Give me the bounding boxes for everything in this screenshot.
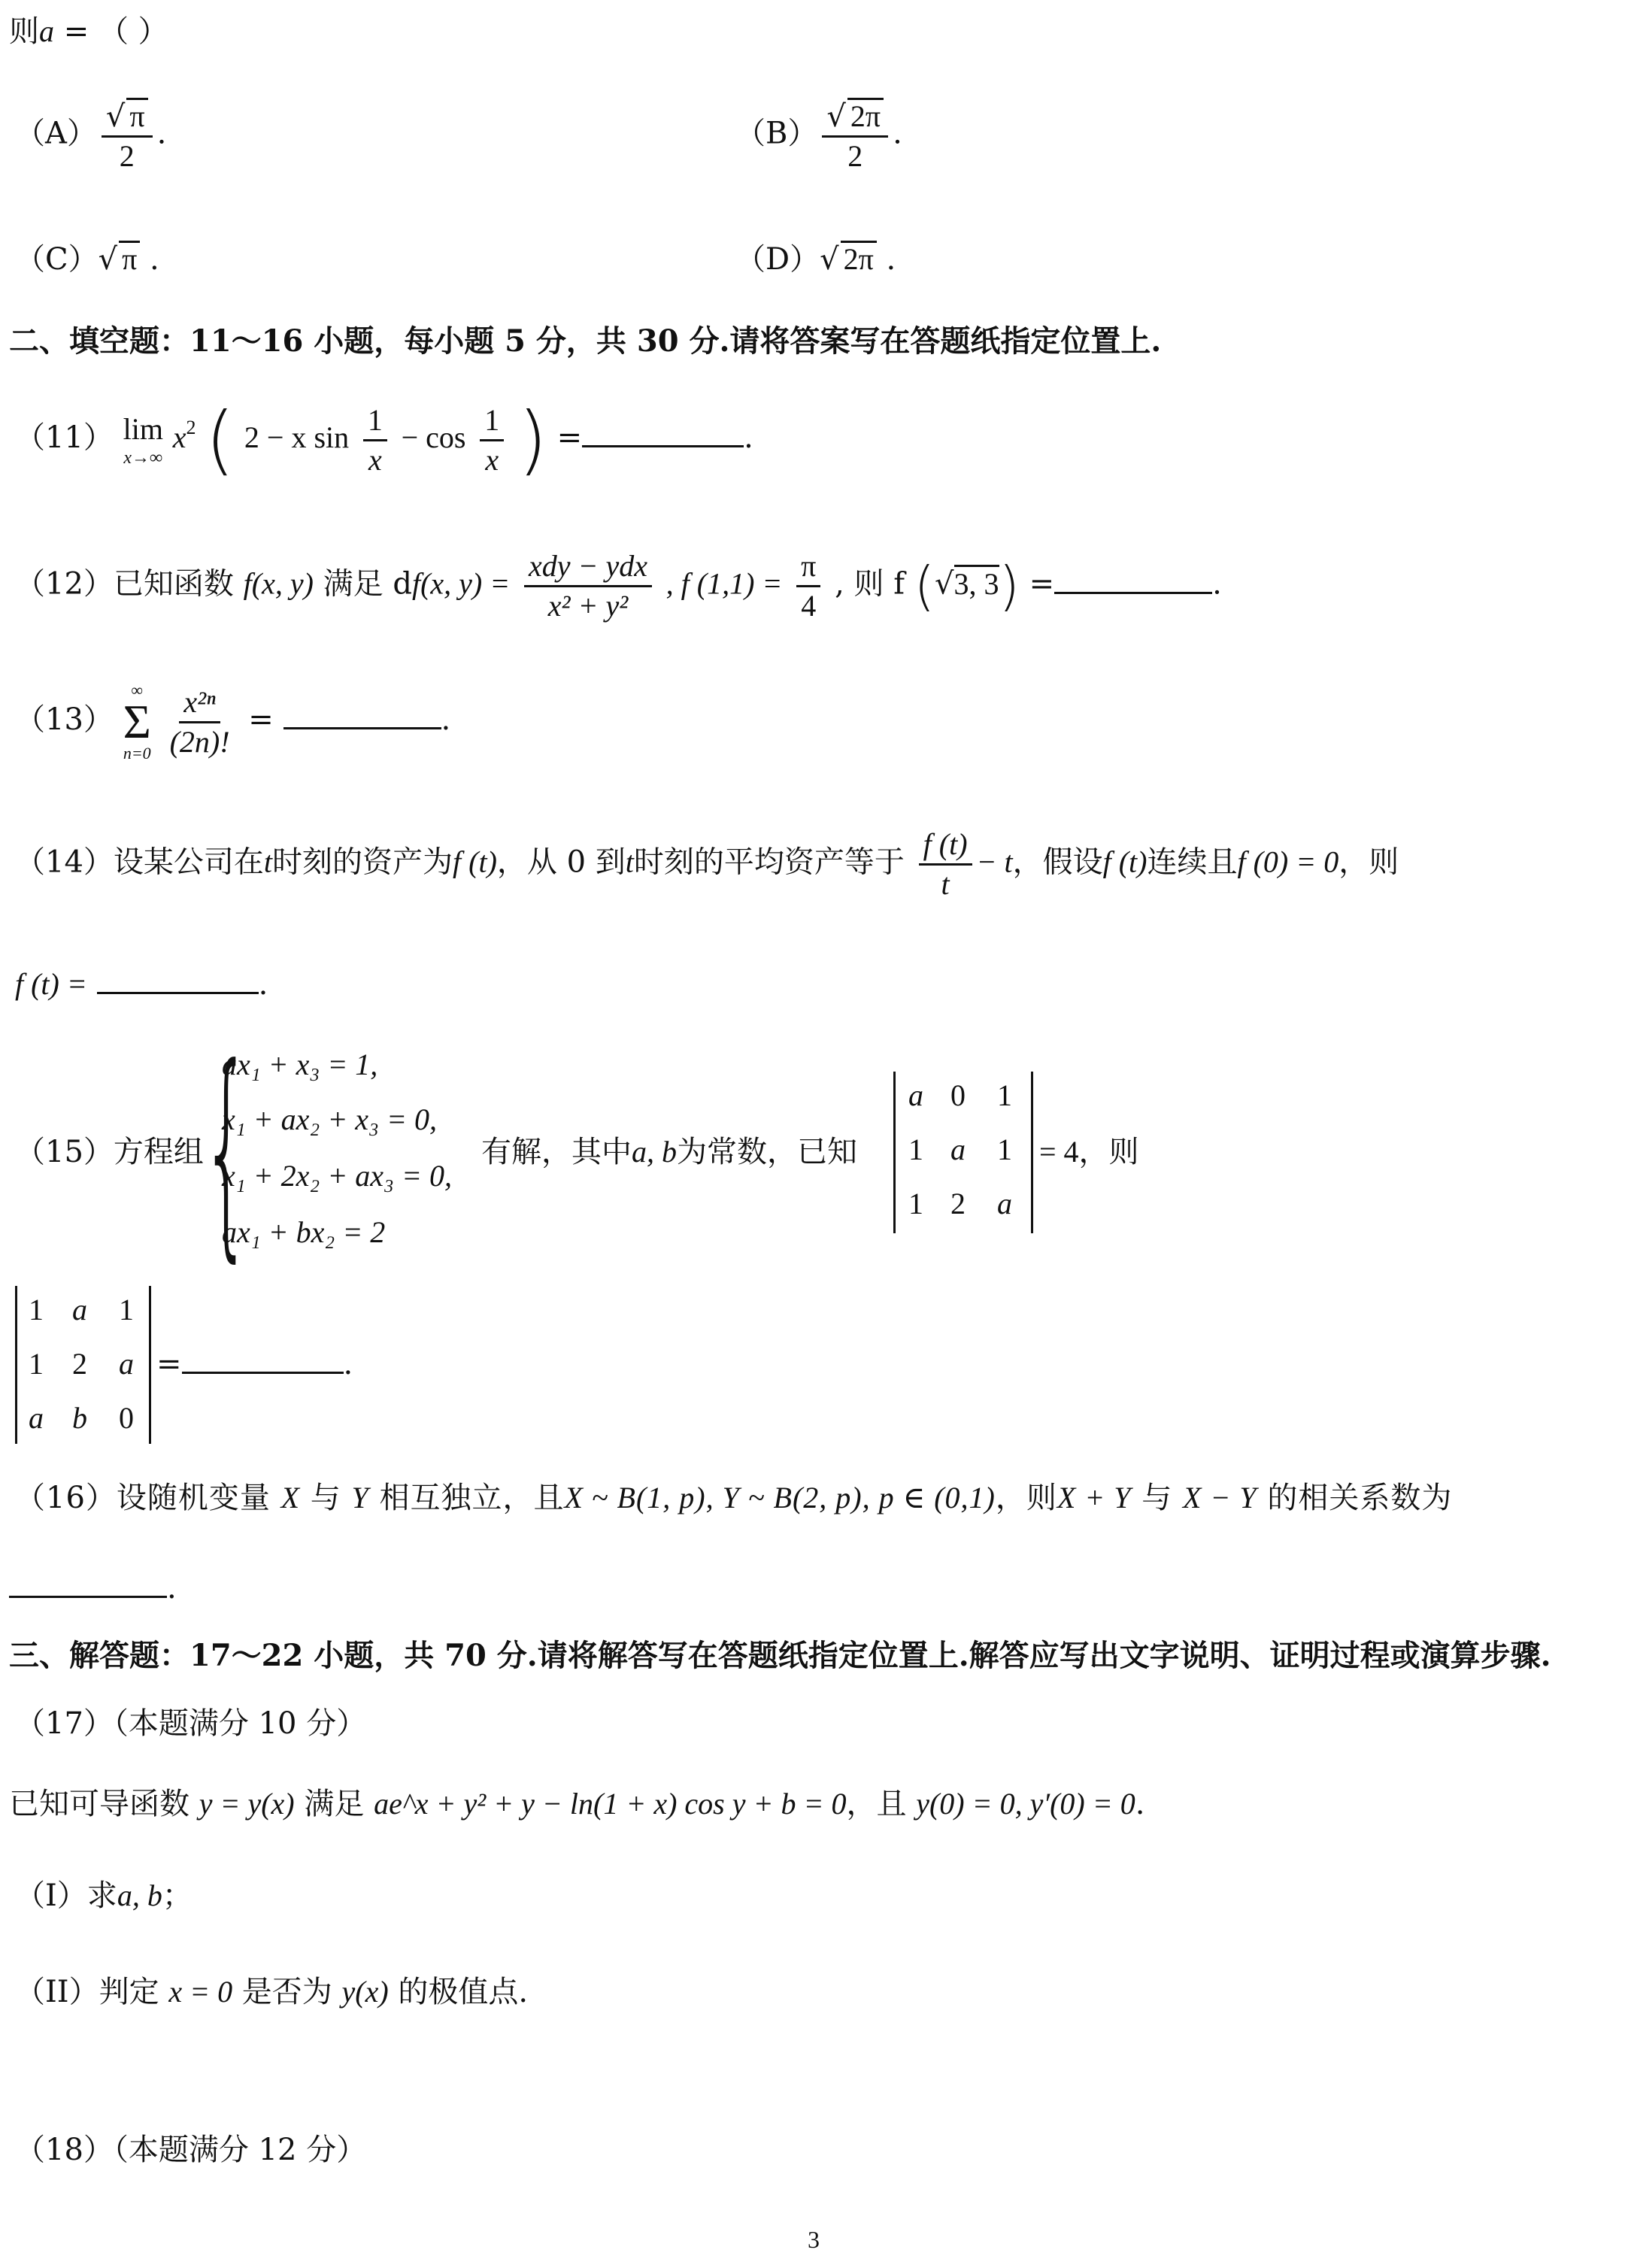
punct: . bbox=[441, 702, 451, 738]
det-cell: 0 bbox=[950, 1078, 966, 1112]
question-label: （13） bbox=[15, 702, 114, 738]
summation bbox=[123, 681, 151, 763]
option-c: （C）√ π . bbox=[15, 242, 159, 277]
left-brace: { bbox=[202, 1019, 252, 1281]
text: , 则 f bbox=[835, 566, 905, 602]
option-b bbox=[735, 98, 902, 174]
var-a: a bbox=[39, 14, 54, 48]
text: 是否为 bbox=[241, 1975, 332, 2009]
det-cell: a bbox=[72, 1293, 87, 1327]
text: 相互独立，且 bbox=[379, 1481, 565, 1515]
det-cell: a bbox=[908, 1078, 923, 1112]
question-10-tail bbox=[9, 14, 168, 50]
equals: = bbox=[556, 420, 583, 455]
question-11 bbox=[15, 396, 753, 484]
punct: . bbox=[140, 242, 159, 277]
det-cell: 1 bbox=[997, 1078, 1012, 1112]
limit bbox=[123, 411, 163, 469]
answer-blank bbox=[582, 444, 744, 447]
lim-sub: x→∞ bbox=[123, 447, 163, 468]
part-label: （II）判定 bbox=[15, 1975, 159, 2009]
option-label: （C） bbox=[15, 242, 99, 277]
question-12: （12）已知函数 f(x, y) 满足 df(x, y) = $\frac{\text{xdy − ydx}}{\text{x² + y²}}$ , f (1,1) = $\frac{\pi}{4}$ , 则 f (√3, 3) = . bbox=[15, 549, 1222, 623]
var: Y bbox=[351, 1481, 369, 1515]
var: X bbox=[280, 1481, 301, 1515]
numerator: π bbox=[796, 549, 820, 587]
text: 为常数，已知 bbox=[677, 1135, 857, 1169]
det-cell: 1 bbox=[908, 1132, 923, 1166]
answer-blank bbox=[1054, 590, 1212, 594]
lim: lim bbox=[123, 411, 163, 446]
punct: . bbox=[156, 116, 167, 151]
option-label: （A） bbox=[15, 116, 97, 151]
right-paren: ) bbox=[517, 396, 547, 484]
text: 已知可导函数 bbox=[9, 1787, 189, 1821]
question-13 bbox=[15, 681, 450, 763]
var: x bbox=[172, 420, 186, 454]
denominator: x² + y² bbox=[547, 589, 629, 623]
question-17-part-2 bbox=[15, 1974, 528, 2010]
text: ，则 bbox=[995, 1481, 1057, 1515]
condition: y(0) = 0, y′(0) = 0 bbox=[916, 1787, 1135, 1821]
text: 则 bbox=[9, 14, 39, 49]
fraction bbox=[524, 549, 652, 623]
denominator: x bbox=[485, 442, 499, 477]
answer-blank bbox=[182, 1370, 344, 1374]
fraction: $\frac{√ 2\pi}{2}$ bbox=[822, 98, 888, 174]
denominator: t bbox=[941, 867, 950, 901]
det-cell: a bbox=[29, 1401, 44, 1435]
punct: . bbox=[876, 242, 896, 277]
func: f bbox=[243, 566, 252, 601]
option-a bbox=[15, 98, 166, 174]
answer-blank bbox=[97, 990, 259, 994]
fraction bbox=[796, 549, 820, 623]
radicand: 2π bbox=[847, 98, 884, 133]
left-paren: ( bbox=[205, 396, 235, 484]
var: t bbox=[263, 844, 273, 879]
vars: a, b bbox=[117, 1878, 162, 1912]
determinant-2 bbox=[15, 1286, 151, 1444]
question-label: （15）方程组 bbox=[15, 1135, 204, 1169]
equals-four: = 4，则 bbox=[1039, 1135, 1139, 1169]
numerator: f (t) bbox=[919, 827, 972, 866]
question-15-answer bbox=[156, 1346, 353, 1382]
question-17-title: （17）（本题满分 10 分） bbox=[15, 1706, 367, 1741]
equation-3: x₁ + 2x₂ + ax₃ = 0, bbox=[222, 1159, 452, 1193]
text: 的极值点. bbox=[398, 1975, 529, 2009]
option-label: （B） bbox=[735, 116, 818, 151]
expr: − cos bbox=[401, 420, 466, 454]
text: = （ ） bbox=[54, 14, 168, 49]
det-cell: a bbox=[119, 1347, 134, 1381]
args: (x, y) bbox=[251, 566, 314, 601]
equals: = bbox=[156, 1347, 182, 1381]
answer-blank bbox=[283, 726, 441, 729]
left-paren: ( bbox=[914, 555, 935, 617]
fraction bbox=[165, 685, 235, 760]
question-15-label bbox=[15, 1134, 204, 1170]
punct: . bbox=[343, 1347, 353, 1381]
radicand: π bbox=[126, 98, 147, 133]
det-cell: 1 bbox=[997, 1132, 1012, 1166]
text: ，则 bbox=[1338, 844, 1399, 880]
expr: X + Y bbox=[1057, 1481, 1132, 1515]
text: 与 bbox=[310, 1481, 341, 1515]
radicand: π bbox=[119, 241, 140, 276]
option-label: （D） bbox=[735, 242, 820, 277]
punct: . bbox=[167, 1571, 177, 1605]
text: 时刻的资产为 bbox=[272, 844, 453, 880]
det-cell: 0 bbox=[119, 1401, 134, 1435]
radicand: 2π bbox=[841, 241, 877, 276]
question-17-statement bbox=[9, 1786, 1144, 1822]
section-3-heading: 三、解答题：17～22 小题，共 70 分.请将解答写在答题纸指定位置上.解答应写出文字说明、证明过程或演算步骤. bbox=[9, 1638, 1551, 1673]
text: ，且 bbox=[846, 1787, 907, 1821]
equation-2: x₁ + ax₂ + x₃ = 0, bbox=[222, 1102, 437, 1136]
fraction bbox=[363, 403, 387, 478]
question-label: （11） bbox=[15, 420, 114, 455]
det-cell: 1 bbox=[119, 1293, 134, 1327]
denominator: 2 bbox=[847, 139, 863, 173]
sigma: Σ bbox=[123, 695, 151, 749]
text: 满足 d bbox=[323, 566, 412, 602]
distribution: X ~ B(1, p), Y ~ B(2, p), p ∈ (0,1) bbox=[564, 1481, 996, 1515]
question-15-text bbox=[481, 1134, 857, 1170]
part-label: （I）求 bbox=[15, 1878, 117, 1913]
question-label: （16）设随机变量 bbox=[15, 1481, 271, 1515]
func: f (t) bbox=[1102, 844, 1147, 879]
option-d: （D）√ 2π . bbox=[735, 242, 896, 277]
sum-top: ∞ bbox=[131, 681, 144, 699]
question-label: （14）设某公司在 bbox=[15, 844, 264, 880]
text: ，假设 bbox=[1012, 844, 1103, 880]
expr: f (t) = bbox=[15, 967, 87, 1001]
det-cell: b bbox=[72, 1401, 87, 1435]
text: 与 bbox=[1141, 1481, 1173, 1515]
args: (x, y) = bbox=[420, 566, 511, 601]
exponent: 2 bbox=[186, 417, 196, 438]
punct: . bbox=[744, 420, 753, 455]
denominator: 2 bbox=[119, 139, 135, 173]
page-number: 3 bbox=[808, 2226, 820, 2253]
punct: . bbox=[1212, 566, 1222, 602]
sum-bottom: n=0 bbox=[123, 743, 151, 763]
question-label: （12）已知函数 bbox=[15, 566, 234, 602]
equation-4: ax₁ + bx₂ = 2 bbox=[222, 1215, 386, 1249]
punct: . bbox=[258, 967, 268, 1002]
question-14 bbox=[15, 827, 1399, 902]
equation: x = 0 bbox=[168, 1975, 233, 2009]
det-cell: a bbox=[997, 1187, 1012, 1220]
question-14-answer bbox=[15, 966, 268, 1002]
condition: , f (1,1) = bbox=[665, 566, 783, 601]
text: 连续且 bbox=[1147, 844, 1238, 880]
var: t bbox=[625, 844, 634, 879]
equation-1: ax₁ + x₃ = 1, bbox=[222, 1048, 378, 1081]
vars: a, b bbox=[632, 1135, 677, 1169]
denominator: (2n)! bbox=[169, 724, 230, 759]
punct: . bbox=[1135, 1787, 1145, 1821]
fraction: $\frac{√ \pi}{2}$ bbox=[102, 98, 153, 174]
expr: X − Y bbox=[1182, 1481, 1257, 1515]
answer-blank bbox=[9, 1594, 167, 1598]
determinant-1 bbox=[893, 1072, 1033, 1233]
equals: = bbox=[248, 702, 274, 738]
fraction bbox=[480, 403, 504, 478]
equals: = bbox=[1029, 566, 1055, 602]
expr: 2 − x sin bbox=[244, 420, 350, 454]
question-18-title: （18）（本题满分 12 分） bbox=[15, 2133, 367, 2167]
det-cell: 1 bbox=[29, 1293, 44, 1327]
text: 的相关系数为 bbox=[1267, 1481, 1453, 1515]
det-cell: 1 bbox=[908, 1187, 923, 1220]
function-def: y = y(x) bbox=[199, 1787, 295, 1821]
det-cell: 2 bbox=[72, 1347, 87, 1381]
text: ，从 0 到 bbox=[496, 844, 626, 880]
denominator: x bbox=[368, 442, 382, 477]
numerator: x²ⁿ bbox=[179, 685, 220, 723]
question-17-part-1 bbox=[15, 1878, 193, 1914]
det-cell: a bbox=[950, 1132, 966, 1166]
equation: ae^x + y² + y − ln(1 + x) cos y + b = 0 bbox=[374, 1787, 847, 1821]
condition: f (0) = 0 bbox=[1237, 844, 1339, 879]
func: f bbox=[411, 566, 421, 601]
func: f (t) bbox=[453, 844, 497, 879]
section-2-heading: 二、填空题：11～16 小题，每小题 5 分，共 30 分.请将答案写在答题纸指定位置上. bbox=[9, 323, 1162, 359]
question-16 bbox=[15, 1480, 1452, 1516]
text: 有解，其中 bbox=[481, 1135, 632, 1169]
numerator: 1 bbox=[480, 403, 504, 441]
det-cell: 1 bbox=[29, 1347, 44, 1381]
question-15-eq1 bbox=[1039, 1134, 1139, 1170]
args: 3, 3 bbox=[954, 565, 999, 601]
punct: . bbox=[893, 116, 902, 151]
numerator: 1 bbox=[363, 403, 387, 441]
denominator: 4 bbox=[801, 589, 817, 623]
question-16-answer bbox=[9, 1570, 177, 1606]
det-cell: 2 bbox=[950, 1187, 966, 1220]
punct: ； bbox=[162, 1878, 193, 1913]
numerator: xdy − ydx bbox=[524, 549, 652, 587]
func: y(x) bbox=[341, 1975, 389, 2009]
text: 时刻的平均资产等于 bbox=[633, 844, 905, 880]
right-paren: ) bbox=[999, 555, 1020, 617]
fraction bbox=[919, 827, 972, 902]
expr: − t bbox=[976, 844, 1013, 879]
text: 满足 bbox=[304, 1787, 365, 1821]
